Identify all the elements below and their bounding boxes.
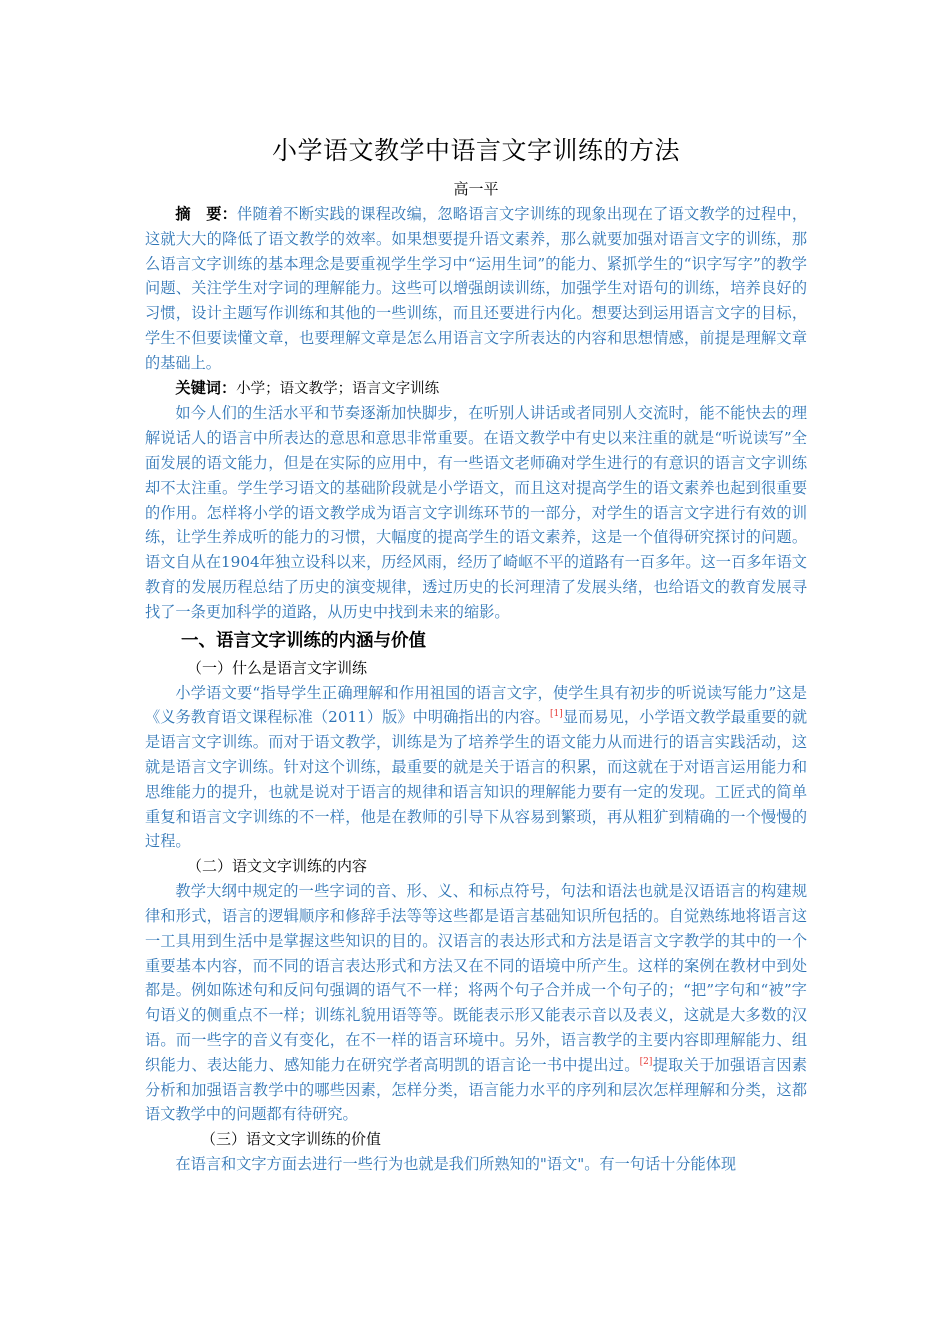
abstract-text: 伴随着不断实践的课程改编，忽略语言文字训练的现象出现在了语文教学的过程中，这就大大的降低了语文教学的效率。如果想要提升语文素养，那么就要加强对语言文字的训练，那么语言文字训练的基本理念是要重视学生学习中“运用生词”的能力、紧抓学生的“识字写字”的教学问题、关注学生对字词的理解能力。这些可以增强朗读训练，加强学生对语句的训练，培养良好的习惯，设计主题写作训练和其他的一些训练，而且还要进行内化。想要达到运用语言文字的目标，学生不但要读懂文章，也要理解文章是怎么用语言文字所表达的内容和思想情感，前提是理解文章的基础上。 [145,205,808,372]
subsection-1-text-b: 显而易见，小学语文教学最重要的就是语言文字训练。而对于语文教学，训练是为了培养学生的语文能力从而进行的语言实践活动，这就是语言文字训练。针对这个训练，最重要的就是关于语言的积累，而这就在于对语言运用能力和思维能力的提升，也就是说对于语言的规律和语言知识的理解能力要有一定的发现。工匠式的简单重复和语言文字训练的不一样，他是在教师的引导下从容易到繁琐，再从粗犷到精确的一个慢慢的过程。 [145,708,808,851]
section-heading-1: 一、语言文字训练的内涵与价值 [181,630,426,651]
abstract [145,202,807,376]
subsection-2-text-a: 教学大纲中规定的一些字词的音、形、义、和标点符号，句法和语法也就是汉语语言的构建规律和形式，语言的逻辑顺序和修辞手法等等这些都是语言基础知识所包括的。自觉熟练地将语言这一工具用到生活中是掌握这些知识的目的。汉语言的表达形式和方法是语言文字教学的其中的一个重要基本内容，而不同的语言表达形式和方法又在不同的语境中所产生。这样的案例在教材中到处都是。例如陈述句和反问句强调的语气不一样；将两个句子合并成一个句子的；“把”字句和“被”字句语义的侧重点不一样；训练礼貌用语等等。既能表示形又能表示音以及表义，这就是大多数的汉语。而一些字的音义有变化，在不一样的语言环境中。另外，语言教学的主要内容即理解能力、组织能力、表达能力、感知能力在研究学者高明凯的语言论一书中提出过。 [145,882,807,1074]
author-name: 高一平 [453,180,499,198]
paper-body [145,130,807,1177]
subsection-heading-2: （二）语文文字训练的内容 [187,857,368,876]
reference-mark-2[interactable]: [2] [639,1056,653,1067]
subsection-2-paragraph [145,879,807,1127]
intro-paragraph: 如今人们的生活水平和节奏逐渐加快脚步，在听别人讲话或者同别人交流时，能不能快去的理解说话人的语言中所表达的意思和意思非常重要。在语文教学中有史以来注重的就是“听说读写”全面发展的语文能力，但是在实际的应用中，有一些语文老师确对学生进行的有意识的语言文字训练却不太注重。学生学习语文的基础阶段就是小学语文，而且这对提高学生的语文素养也起到很重要的作用。怎样将小学的语文教学成为语言文字训练环节的一部分，对学生的语言文字进行有效的训练，让学生养成听的能力的习惯，大幅度的提高学生的语文素养，这是一个值得研究探讨的问题。语文自从在1904年独立设科以来，历经风雨，经历了崎岖不平的道路有一百多年。这一百多年语文教育的发展历程总结了历史的演变规律，透过历史的长河理清了发展头绪，也给语文的教育发展寻找了一条更加科学的道路，从历史中找到未来的缩影。 [145,404,807,621]
keywords-label: 关键词： [175,378,237,397]
subsection-2-text-b: 提取关于加强语言因素分析和加强语言教学中的哪些因素，怎样分类，语言能力水平的序列和层次怎样理解和分类，这都语文教学中的问题都有待研究。 [145,1055,808,1124]
reference-mark-1[interactable]: [1] [550,709,563,720]
subsection-heading-3: （三）语文文字训练的价值 [201,1130,382,1149]
subsection-heading-1: （一）什么是语言文字训练 [187,658,368,677]
subsection-1-paragraph [145,681,807,855]
abstract-label: 摘 要： [175,205,238,223]
paper-title: 小学语文教学中语言文字训练的方法 [271,136,680,165]
subsection-3-paragraph: 在语言和文字方面去进行一些行为也就是我们所熟知的"语文"。有一句话十分能体现 [175,1155,737,1174]
keywords [145,376,807,402]
keywords-text: 小学；语文教学；语言文字训练 [236,380,440,397]
subsection-1-text-a: 小学语文要“指导学生正确理解和作用祖国的语言文字，使学生具有初步的听说读写能力”这是《义务教育语文课程标准（2011）版》中明确指出的内容。 [145,683,807,727]
